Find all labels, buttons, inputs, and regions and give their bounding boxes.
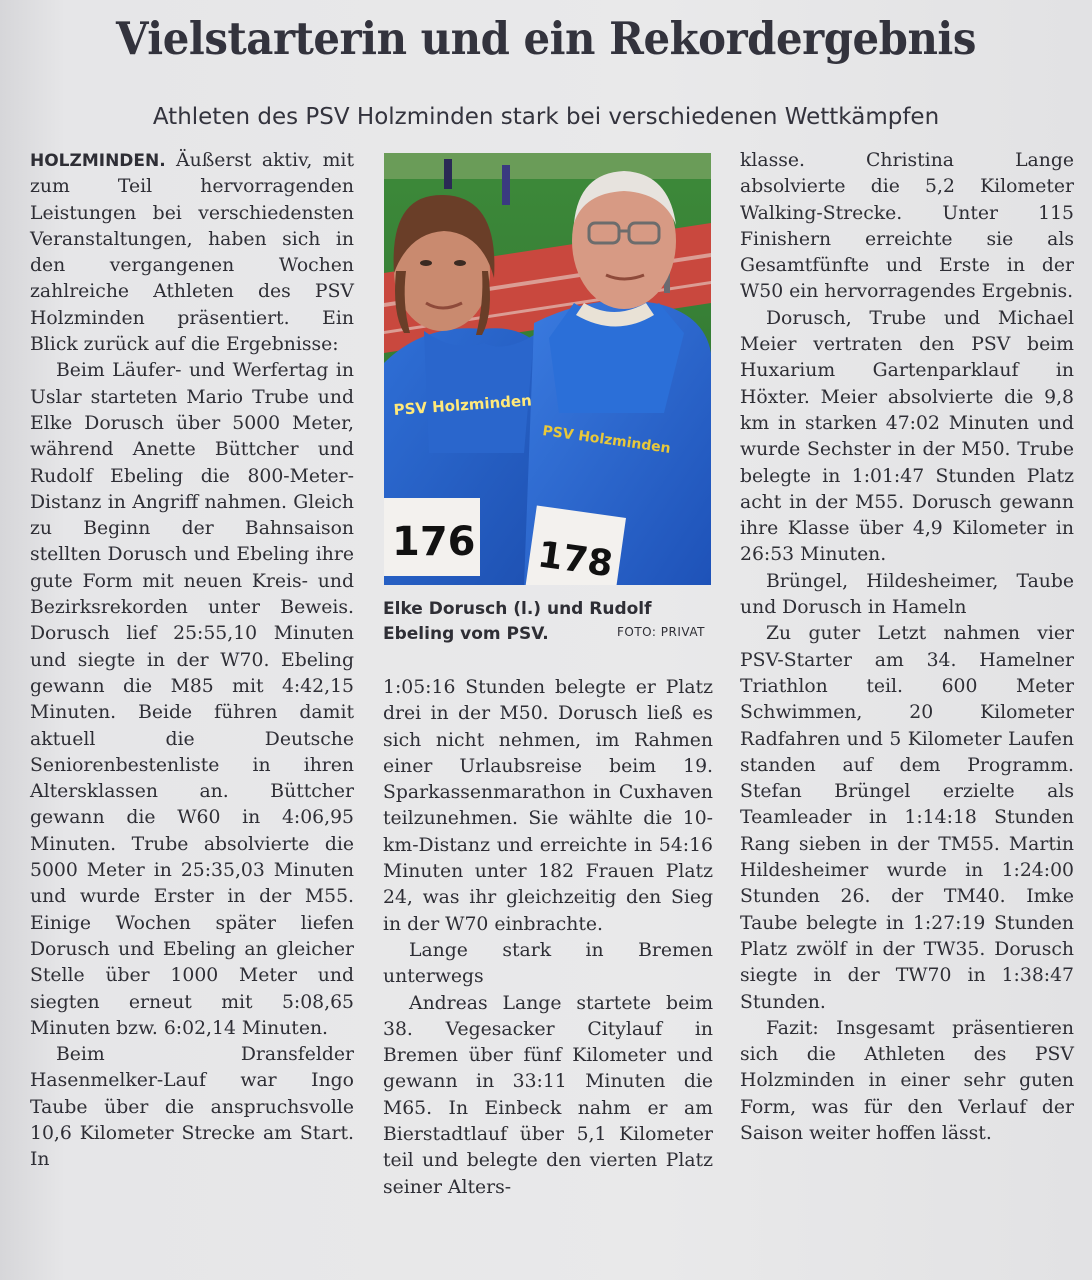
photo-illustration [384,153,711,585]
paragraph: 1:05:16 Stunden belegte er Platz drei in der M50. Dorusch ließ es sich nicht nehmen, im Rahmen einer Urlaubsreise beim 19. Sparkassenmarathon in Cuxhaven teilzunehmen. Sie wählte die 10-km-Distanz und erreichte in 54:16 Minuten unter 182 Frauen Platz 24, was ihr gleichzeitig den Sieg in der W70 einbrachte. [383,677,713,935]
photo-credit: FOTO: PRIVAT [617,625,705,639]
shirt-text-right: PSV Holzminden [541,423,672,457]
bib-number-right: 178 [535,534,616,585]
photo-caption: Elke Dorusch (l.) und Rudolf Ebeling vom PSV. [383,599,652,644]
subheadline: Athleten des PSV Holzminden stark bei verschiedenen Wettkämpfen [152,104,940,130]
paragraph: Andreas Lange startete beim 38. Vegesacker Citylauf in Bremen über fünf Kilometer und gewann in 33:11 Minuten die M65. In Einbeck nahm er am Bierstadtlauf über 5,1 Kilometer teil und belegte den vierten Platz seiner Alters- [383,992,713,1198]
paragraph: Beim Dransfelder Hasenmelker-Lauf war Ingo Taube über die anspruchsvolle 10,6 Kilometer Strecke am Start. In [30,1044,354,1171]
article-column-3 [740,148,1074,1147]
article-column-1 [30,148,354,1174]
paragraph: Dorusch, Trube und Michael Meier vertraten den PSV beim Huxarium Gartenparklauf in Höxter. Meier absolvierte die 9,8 km in starken 47:02 Minuten und wurde Sechster in der M50. Trube belegte in 1:01:47 Stunden Platz acht in der M55. Dorusch gewann ihre Klasse über 4,9 Kilometer in 26:53 Minuten. [740,307,1074,566]
subhead: Lange stark in Bremen unterwegs [383,939,713,988]
headline: Vielstarterin und ein Rekordergebnis [116,12,976,65]
paragraph: klasse. Christina Lange absolvierte die 5,2 Kilometer Walking-Strecke. Unter 115 Finishern erreichte sie als Gesamtfünfte und Erste in der W50 ein hervorragendes Ergebnis. [740,150,1074,303]
paragraph: Fazit: Insgesamt präsentieren sich die Athleten des PSV Holzminden in einer sehr guten Form, was für den Verlauf der Saison weiter hoffen lässt. [740,1017,1074,1144]
shirt-text-left: PSV Holzminden [393,391,533,419]
paragraph: Beim Läufer- und Werfertag in Uslar starteten Mario Trube und Elke Dorusch über 5000 Meter, während Anette Büttcher und Rudolf Ebeling die 800-Meter-Distanz in Angriff nahmen. Gleich zu Beginn der Bahnsaison stellten Dorusch und Ebeling ihre gute Form mit neuen Kreis- und Bezirksrekorden unter Beweis. Dorusch lief 25:55,10 Minuten und siegte in der W70. Ebeling gewann die M85 mit 4:42,15 Minuten. Beide führen damit aktuell die Deutsche Seniorenbestenliste in ihren Altersklassen an. Büttcher gewann die W60 in 4:06,95 Minuten. Trube absolvierte die 5000 Meter in 25:35,03 Minuten und wurde Erster in der M55. Einige Wochen später liefen Dorusch und Ebeling an gleicher Stelle über 1000 Meter und siegten erneut mit 5:08,65 Minuten bzw. 6:02,14 Minuten. [30,360,354,1039]
dateline: HOLZMINDEN. [30,151,166,171]
bib-number-left: 176 [392,519,476,565]
paragraph: Zu guter Letzt nahmen vier PSV-Starter am 34. Hamelner Triathlon teil. 600 Meter Schwimmen, 20 Kilometer Radfahren und 5 Kilometer Laufen standen auf dem Programm. Stefan Brüngel erzielte als Teamleader in 1:14:18 Stunden Rang sieben in der TM55. Martin Hildesheimer wurde in 1:24:00 Stunden 26. der TM40. Imke Taube belegte in 1:27:19 Stunden Platz zwölf in der TW35. Dorusch siegte in der TW70 in 1:38:47 Stunden. [740,623,1074,1013]
article-column-2 [383,675,713,1201]
subhead: Brüngel, Hildesheimer, Taube und Dorusch in Hameln [740,570,1074,619]
lead-text: Äußerst aktiv, mit zum Teil hervorragenden Leistungen bei verschiedensten Veranstaltungen, haben sich in den vergangenen Wochen zahlreiche Athleten des PSV Holzminden präsentiert. Ein Blick zurück auf die Ergebnisse: [30,150,354,356]
article-photo [384,153,711,585]
lead-paragraph [30,148,354,358]
